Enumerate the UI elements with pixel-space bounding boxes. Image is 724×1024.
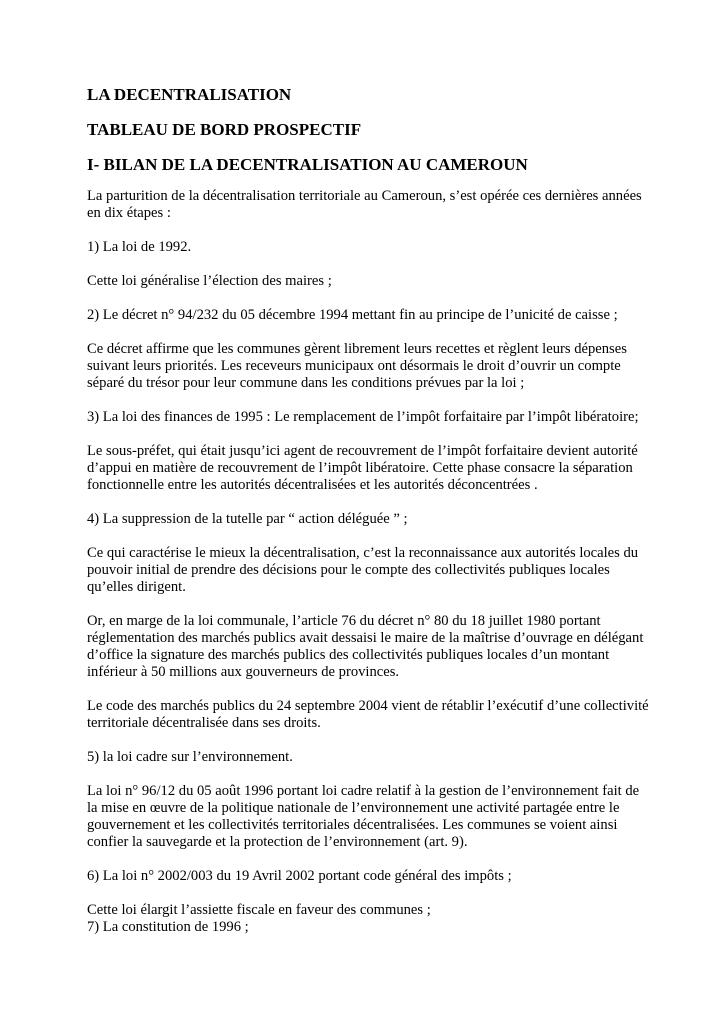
paragraph-step-7: 7) La constitution de 1996 ;	[87, 919, 249, 935]
document-title: LA DECENTRALISATION	[87, 85, 292, 104]
document-page	[87, 84, 652, 936]
paragraph-step-6: 6) La loi n° 2002/003 du 19 Avril 2002 portant code général des impôts ;	[87, 868, 512, 884]
paragraph-intro: La parturition de la décentralisation territoriale au Cameroun, s’est opérée ces dernières années en dix étapes :	[87, 188, 642, 221]
paragraph-step-6-detail: Cette loi élargit l’assiette fiscale en faveur des communes ;	[87, 902, 431, 918]
paragraph-step-3-detail: Le sous-préfet, qui était jusqu’ici agent de recouvrement de l’impôt forfaitaire devient autorité d’appui en matière de recouvrement de l’impôt libératoire. Cette phase consacre la séparation fonctionnelle entre les autorités décentralisées et les autorités déconcentrées .	[87, 443, 638, 493]
paragraph-step-2-detail: Ce décret affirme que les communes gèrent librement leurs recettes et règlent leurs dépenses suivant leurs priorités. Les receveurs municipaux ont désormais le droit d’ouvrir un compte séparé du trésor pour leur commune dans les conditions prévues par la loi ;	[87, 341, 627, 391]
paragraph-step-4-detail: Ce qui caractérise le mieux la décentralisation, c’est la reconnaissance aux autorités locales du pouvoir initial de prendre des décisions pour le compte des collectivités publiques locales qu’elles dirigent.	[87, 545, 639, 595]
paragraph-step-2: 2) Le décret n° 94/232 du 05 décembre 1994 mettant fin au principe de l’unicité de caisse ;	[87, 307, 618, 323]
paragraph-step-4: 4) La suppression de la tutelle par “ action déléguée ” ;	[87, 511, 408, 527]
paragraph-step-1-detail: Cette loi généralise l’élection des maires ;	[87, 273, 332, 289]
paragraph-step-4-code: Le code des marchés publics du 24 septembre 2004 vient de rétablir l’exécutif d’une collectivité territoriale décentralisée dans ses droits.	[87, 698, 649, 731]
document-subtitle: TABLEAU DE BORD PROSPECTIF	[87, 120, 362, 139]
paragraph-step-4-article: Or, en marge de la loi communale, l’article 76 du décret n° 80 du 18 juillet 1980 portant réglementation des marchés publics avait dessaisi le maire de la maîtrise d’ouvrage en délégant d’office la signature des marchés publics des collectivités publiques locales d’un montant inférieur à 50 millions aux gouverneurs de provinces.	[87, 613, 644, 680]
section-heading: I- BILAN DE LA DECENTRALISATION AU CAMEROUN	[87, 155, 528, 174]
paragraph-step-3: 3) La loi des finances de 1995 : Le remplacement de l’impôt forfaitaire par l’impôt libératoire;	[87, 409, 639, 425]
paragraph-step-5-detail: La loi n° 96/12 du 05 août 1996 portant loi cadre relatif à la gestion de l’environnement fait de la mise en œuvre de la politique nationale de l’environnement une activité partagée entre le gouvernement et les collectivités territoriales décentralisées. Les communes se voient ainsi confier la sauvegarde et la protection de l’environnement (art. 9).	[87, 783, 640, 850]
paragraph-step-5: 5) la loi cadre sur l’environnement.	[87, 749, 293, 765]
paragraph-step-1: 1) La loi de 1992.	[87, 239, 192, 255]
